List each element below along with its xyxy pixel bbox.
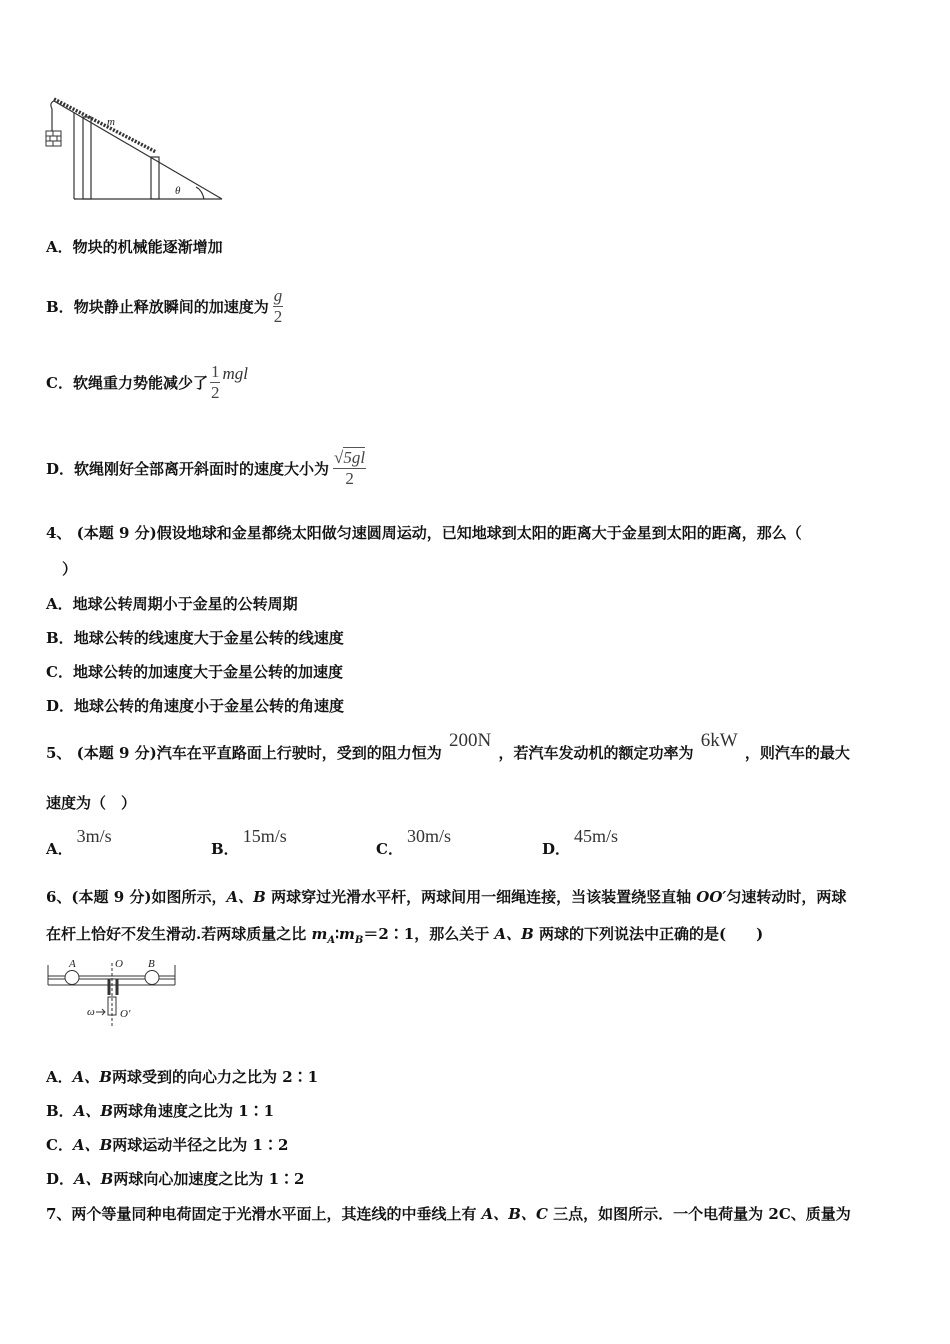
mass-label: m <box>107 116 115 128</box>
q6-option-d[interactable]: D．A、B两球向心加速度之比为 1∶2 <box>46 1170 305 1188</box>
rod-figure <box>44 955 179 1030</box>
q4-stem: 4、 (本题 9 分)假设地球和金星都绕太阳做匀速圆周运动，已知地球到太阳的距离大于金星到太阳的距离，那么（ <box>46 524 802 542</box>
q3-option-a[interactable]: A．物块的机械能逐渐增加 <box>46 238 223 256</box>
q3-option-b[interactable]: B． 物块静止释放瞬间的加速度为 $\frac{g}{2}$ <box>46 285 283 326</box>
q4-option-c[interactable]: C．地球公转的加速度大于金星公转的加速度 <box>46 663 343 681</box>
q5-option-a[interactable]: A．3m/s <box>46 826 112 858</box>
q6-option-b[interactable]: B．A、B两球角速度之比为 1∶1 <box>46 1102 275 1120</box>
ball-a-label: A <box>69 958 76 970</box>
fraction: $\frac{1}{2}$ <box>210 361 220 402</box>
q5-option-b[interactable]: B．15m/s <box>211 826 287 858</box>
angle-label: θ <box>175 185 181 197</box>
q5-option-d[interactable]: D．45m/s <box>542 826 619 858</box>
q5-stem: 5、 (本题 9 分)汽车在平直路面上行驶时，受到的阻力恒为 200N ，若汽车发动机的额定功率为 6kW ，则汽车的最大 <box>46 730 850 762</box>
q3-option-c[interactable]: C． 软绳重力势能减少了 $\frac{1}{2}$ mgl <box>46 361 248 402</box>
q7-stem: 7、两个等量同种电荷固定于光滑水平面上，其连线的中垂线上有 A、B、C 三点，如图所示．一个电荷量为 2C、质量为 <box>46 1205 851 1223</box>
incline-figure <box>44 95 224 205</box>
q6-stem-line1: 6、(本题 9 分)如图所示，A、B 两球穿过光滑水平杆，两球间用一细绳连接，当该装置绕竖直轴 OO′匀速转动时，两球 <box>46 888 847 906</box>
axis-o-label: O <box>115 958 123 970</box>
q3-option-d[interactable]: D． 软绳刚好全部离开斜面时的速度大小为 $\frac{√5gl}{2}$ <box>46 447 366 488</box>
q4-stem-end: ） <box>62 560 78 578</box>
q6-option-c[interactable]: C．A、B两球运动半径之比为 1∶2 <box>46 1136 289 1154</box>
q6-option-a[interactable]: A．A、B两球受到的向心力之比为 2∶1 <box>46 1068 319 1086</box>
force-value: 200N <box>448 730 492 751</box>
ball-b-label: B <box>148 958 155 970</box>
q4-option-b[interactable]: B．地球公转的线速度大于金星公转的线速度 <box>46 629 344 647</box>
q5-stem-end: 速度为（ ） <box>46 794 137 812</box>
q4-option-a[interactable]: A．地球公转周期小于金星的公转周期 <box>46 595 298 613</box>
q5-option-c[interactable]: C．30m/s <box>376 826 451 858</box>
sqrt-icon: √ <box>334 447 344 467</box>
q4-option-d[interactable]: D．地球公转的角速度小于金星公转的角速度 <box>46 697 345 715</box>
fraction: $\frac{g}{2}$ <box>273 285 283 326</box>
power-value: 6kW <box>700 730 738 751</box>
axis-oprime-label: O′ <box>120 1008 131 1020</box>
omega-label: ω <box>87 1006 95 1018</box>
q6-stem-line2: 在杆上恰好不发生滑动.若两球质量之比 $m_A∶m_B=2∶1$，那么关于 A、B 两球的下列说法中正确的是( ) <box>46 925 764 946</box>
fraction: $\frac{√5gl}{2}$ <box>334 447 366 488</box>
